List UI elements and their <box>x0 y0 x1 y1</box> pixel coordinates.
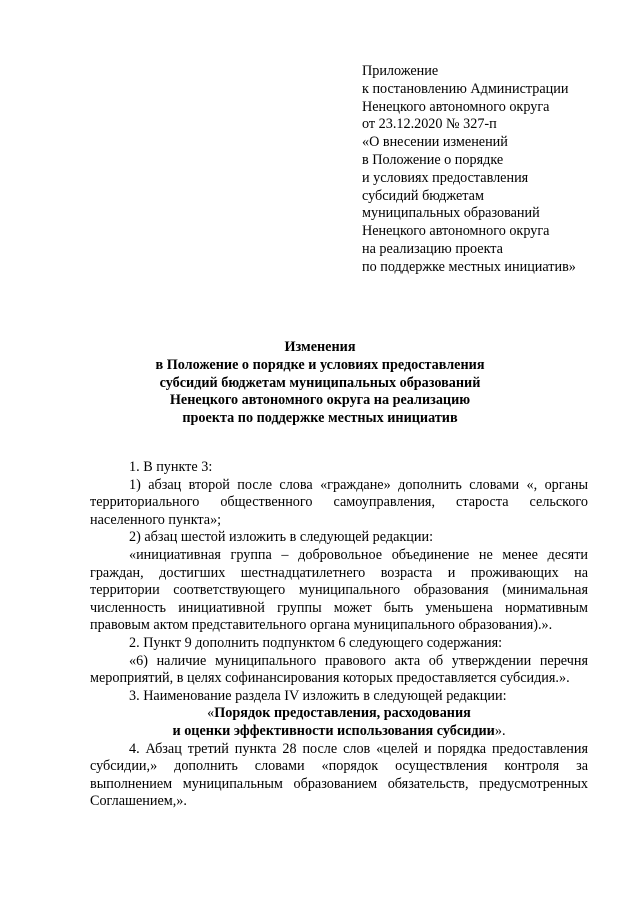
section-heading-line-1 <box>90 705 588 723</box>
appendix-line: Приложение <box>362 63 439 79</box>
section-heading-text: Порядок предоставления, расходования <box>214 705 471 722</box>
appendix-line: к постановлению Администрации <box>362 80 569 97</box>
appendix-line: от 23.12.2020 № 327-п <box>362 116 497 133</box>
open-quote: « <box>207 705 215 722</box>
paragraph: 4. Абзац третий пункта 28 после слов «целей и порядка предоставления субсидии,» дополнить словами «порядок осуществления контроля за выполнением муниципальным образованием обязательств, предусмотренных Соглашением,». <box>90 740 588 810</box>
section-heading-text: и оценки эффективности использования субсидии <box>172 722 495 739</box>
paragraph: 2. Пункт 9 дополнить подпунктом 6 следующего содержания: <box>129 634 503 651</box>
close-quote: ». <box>494 722 506 739</box>
document-body <box>90 459 588 811</box>
document-title <box>95 339 545 428</box>
appendix-line: «О внесении изменений <box>362 134 508 151</box>
paragraph: 1) абзац второй после слова «граждане» дополнить словами «, органы территориального общественного самоуправления, староста сельского населенного пункта»; <box>90 476 588 528</box>
paragraph: 1. В пункте 3: <box>129 459 213 475</box>
appendix-line: на реализацию проекта <box>362 240 503 257</box>
appendix-header <box>362 63 632 277</box>
appendix-line: муниципальных образований <box>362 205 540 222</box>
appendix-line: Ненецкого автономного округа <box>362 98 550 115</box>
paragraph: «инициативная группа – добровольное объединение не менее десяти граждан, достигших шестнадцатилетнего возраста и проживающих на территории соответствующего муниципального образования (минимальная численность инициативной группы может быть уменьшена нормативным правовым актом представительного органа муниципального образования).». <box>90 546 588 634</box>
appendix-line: в Положение о порядке <box>362 151 504 168</box>
paragraph: «6) наличие муниципального правового акта об утверждении перечня мероприятий, в целях софинансирования которых предоставляется субсидия.». <box>90 652 588 687</box>
appendix-line: Ненецкого автономного округа <box>362 223 550 240</box>
appendix-line: и условиях предоставления <box>362 169 529 186</box>
paragraph: 3. Наименование раздела IV изложить в следующей редакции: <box>129 687 507 704</box>
title-line: Ненецкого автономного округа на реализацию <box>169 392 471 409</box>
section-heading-line-2 <box>90 723 588 741</box>
title-line: Изменения <box>284 339 356 355</box>
appendix-line: по поддержке местных инициатив» <box>362 258 576 275</box>
title-line: проекта по поддержке местных инициатив <box>182 410 458 427</box>
appendix-line: субсидий бюджетам <box>362 187 484 204</box>
title-line: субсидий бюджетам муниципальных образований <box>159 374 481 391</box>
title-line: в Положение о порядке и условиях предоставления <box>155 356 485 373</box>
paragraph: 2) абзац шестой изложить в следующей редакции: <box>129 529 434 546</box>
